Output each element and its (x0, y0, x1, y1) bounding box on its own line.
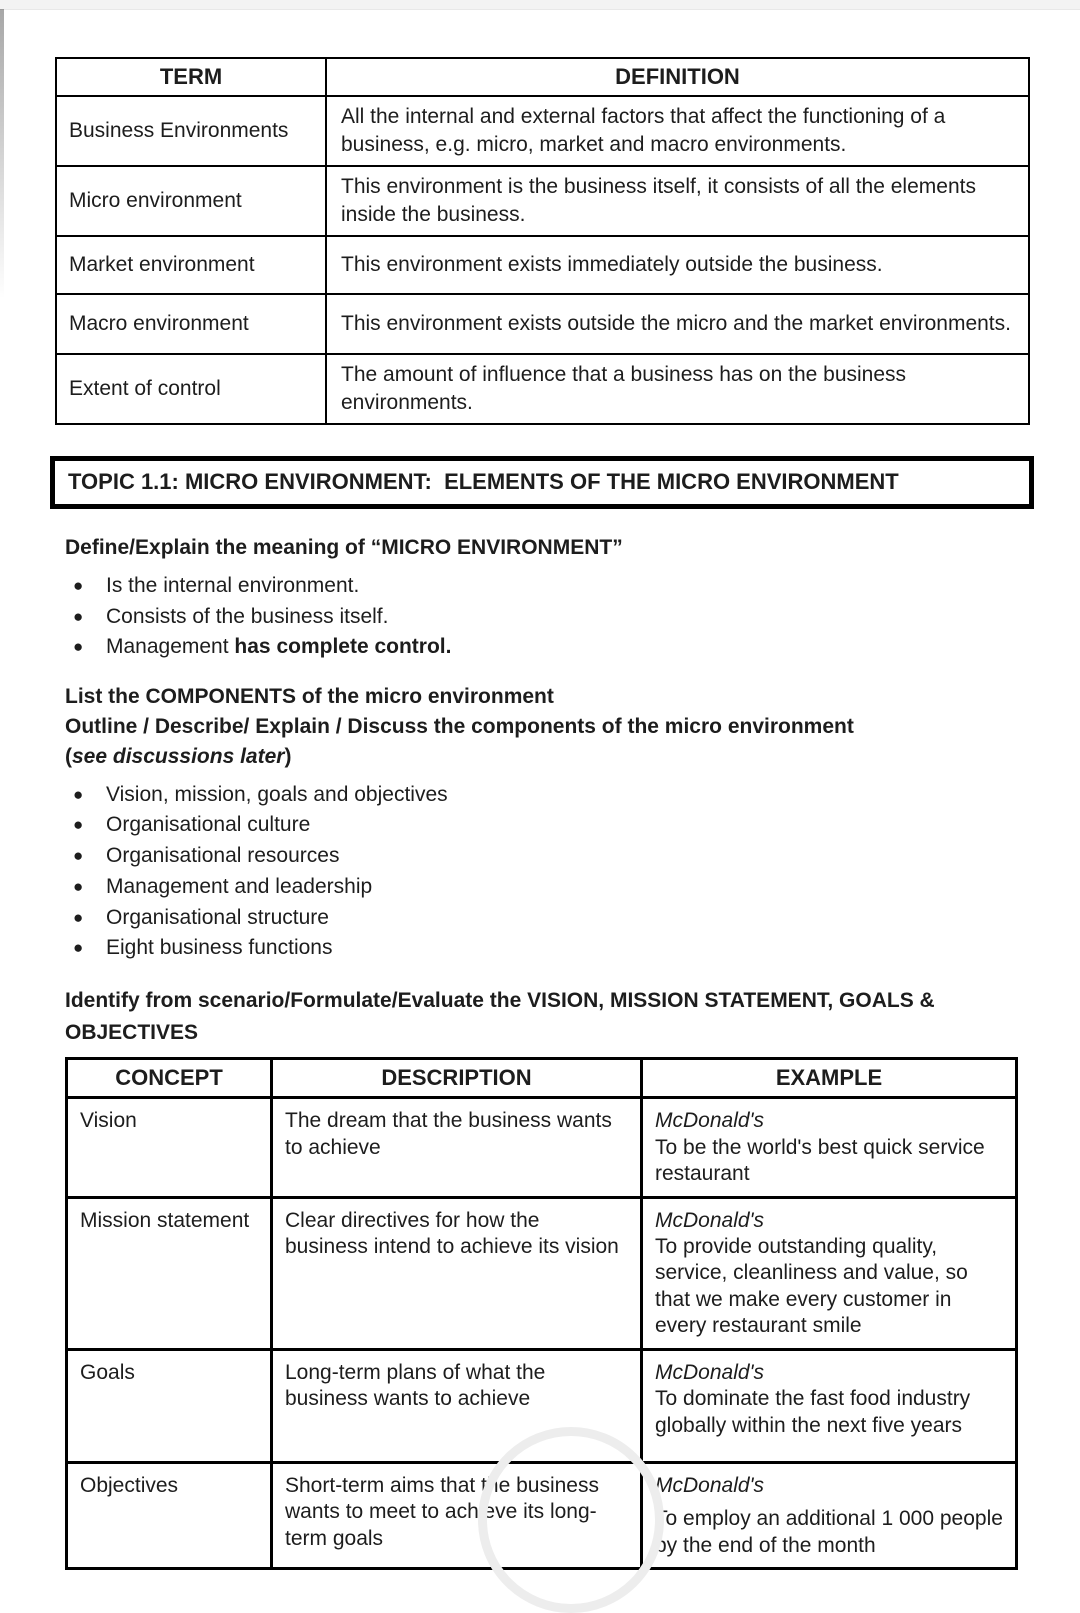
table-header-row (56, 58, 1029, 96)
bullet-text: Vision, mission, goals and objectives (106, 782, 448, 806)
definition-cell: This environment exists immediately outside the business. (326, 236, 1029, 294)
list-item (65, 875, 1025, 900)
list-item (65, 635, 1025, 660)
table-header-row (67, 1059, 1017, 1098)
term-cell: Business Environments (56, 96, 326, 166)
terms-table (55, 57, 1030, 425)
example-text: To be the world's best quick service restaurant (655, 1135, 985, 1186)
term-cell: Extent of control (56, 354, 326, 424)
bullet-text: Organisational culture (106, 813, 311, 837)
definition-cell: This environment exists outside the micro and the market environments. (326, 294, 1029, 354)
bullet-icon: ● (73, 846, 84, 866)
define-bullet-list (65, 574, 1025, 660)
list-item (65, 844, 1025, 869)
bullet-text-bold: has complete control. (234, 635, 452, 659)
note-open-paren: ( (65, 744, 72, 768)
terms-header-term: TERM (56, 58, 326, 96)
table-row (56, 354, 1029, 424)
bullet-text: Is the internal environment. (106, 573, 360, 597)
components-note (65, 742, 1025, 772)
terms-header-definition: DEFINITION (326, 58, 1029, 96)
bullet-icon: ● (73, 575, 84, 595)
term-cell: Macro environment (56, 294, 326, 354)
topic-banner: TOPIC 1.1: MICRO ENVIRONMENT: ELEMENTS OF THE MICRO ENVIRONMENT (50, 456, 1034, 509)
example-company: McDonald's (655, 1360, 765, 1384)
bullet-icon: ● (73, 938, 84, 958)
bullet-text: Consists of the business itself. (106, 604, 389, 628)
definition-cell: This environment is the business itself, it consists of all the elements inside the business. (326, 166, 1029, 236)
bullet-icon: ● (73, 606, 84, 626)
example-cell (642, 1098, 1017, 1197)
components-bullet-list (65, 783, 1025, 962)
description-header: DESCRIPTION (272, 1059, 642, 1098)
bullet-text: Eight business functions (106, 936, 333, 960)
note-italic-text: see discussions later (72, 744, 285, 768)
table-row (67, 1098, 1017, 1197)
description-cell: Short-term aims that the business wants to meet to achieve its long-term goals (272, 1462, 642, 1568)
concept-cell: Objectives (67, 1462, 272, 1568)
bullet-text: Organisational structure (106, 905, 329, 929)
table-row (56, 294, 1029, 354)
bullet-text: Management and leadership (106, 874, 373, 898)
identify-heading: Identify from scenario/Formulate/Evaluate the VISION, MISSION STATEMENT, GOALS & OBJECTIVES (65, 989, 935, 1044)
list-item (65, 574, 1025, 599)
description-cell: Long-term plans of what the business wants to achieve (272, 1349, 642, 1462)
list-item (65, 936, 1025, 961)
definition-cell: The amount of influence that a business has on the business environments. (326, 354, 1029, 424)
list-item (65, 783, 1025, 808)
note-close-paren: ) (284, 744, 292, 768)
bullet-icon: ● (73, 907, 84, 927)
bullet-icon: ● (73, 815, 84, 835)
table-row (56, 166, 1029, 236)
example-company: McDonald's (655, 1473, 765, 1497)
example-company: McDonald's (655, 1109, 765, 1133)
example-cell (642, 1462, 1017, 1568)
watermark-circle (478, 1427, 664, 1613)
list-item (65, 906, 1025, 931)
list-item (65, 605, 1025, 630)
components-outline-heading: Outline / Describe/ Explain / Discuss the components of the micro environment (65, 714, 854, 738)
table-row (56, 96, 1029, 166)
term-cell: Market environment (56, 236, 326, 294)
example-text: To employ an additional 1 000 people by the end of the month (655, 1507, 1003, 1557)
notes-sections (65, 534, 1025, 1571)
bullet-icon: ● (73, 637, 84, 657)
example-text: To dominate the fast food industry globally within the next five years (655, 1387, 971, 1437)
table-row (56, 236, 1029, 294)
bullet-text-normal: Management (106, 635, 235, 659)
bullet-icon: ● (73, 876, 84, 896)
example-text: To provide outstanding quality, service, cleanliness and value, so that we make every customer in every restaurant smile (655, 1234, 968, 1338)
example-company: McDonald's (655, 1208, 765, 1232)
description-cell: The dream that the business wants to achieve (272, 1098, 642, 1197)
example-cell (642, 1349, 1017, 1462)
components-list-heading: List the COMPONENTS of the micro environment (65, 685, 554, 709)
concept-cell: Goals (67, 1349, 272, 1462)
description-cell: Clear directives for how the business intend to achieve its vision (272, 1197, 642, 1349)
concept-header: CONCEPT (67, 1059, 272, 1098)
term-cell: Micro environment (56, 166, 326, 236)
definition-cell: All the internal and external factors that affect the functioning of a business, e.g. micro, market and macro environments. (326, 96, 1029, 166)
table-row (67, 1197, 1017, 1349)
bullet-text (106, 635, 451, 660)
page-top-strip (0, 0, 1080, 10)
scan-edge-shadow (0, 9, 4, 299)
define-heading: Define/Explain the meaning of “MICRO ENVIRONMENT” (65, 535, 623, 559)
example-cell (642, 1197, 1017, 1349)
example-header: EXAMPLE (642, 1059, 1017, 1098)
bullet-icon: ● (73, 784, 84, 804)
components-headings (65, 682, 1025, 771)
concept-cell: Vision (67, 1098, 272, 1197)
concept-cell: Mission statement (67, 1197, 272, 1349)
list-item (65, 813, 1025, 838)
bullet-text: Organisational resources (106, 844, 340, 868)
